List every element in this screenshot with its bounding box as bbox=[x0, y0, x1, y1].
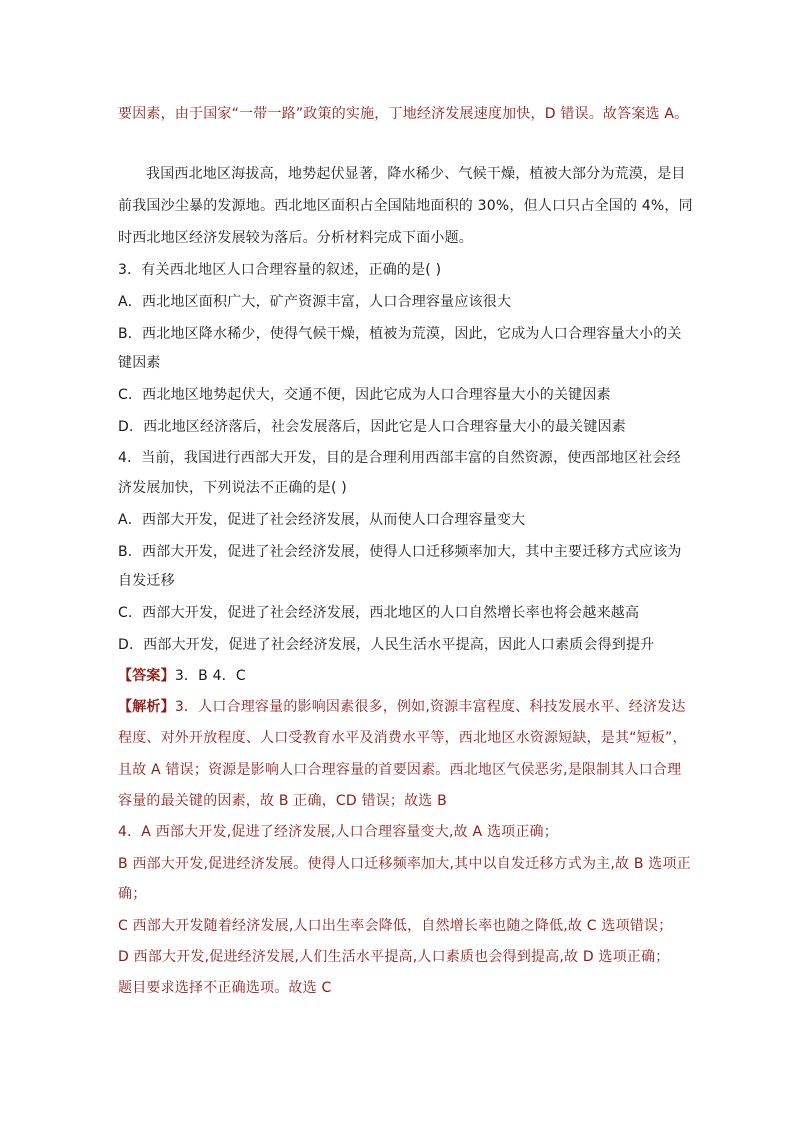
material-line-3: 时西北地区经济发展较为落后。分析材料完成下面小题。 bbox=[118, 230, 473, 246]
analysis-line-5: 4．A 西部大开发,促进了经济发展,人口合理容量变大,故 A 选项正确； bbox=[118, 824, 558, 840]
q4-option-a: A．西部大开发，促进了社会经济发展，从而使人口合理容量变大 bbox=[118, 512, 526, 528]
q4-option-c: C．西部大开发，促进了社会经济发展，西北地区的人口自然增长率也将会越来越高 bbox=[118, 605, 640, 621]
analysis-line-3: 且故 A 错误；资源是影响人口合理容量的首要因素。西北地区气侯恶劣,是限制其人口合理 bbox=[118, 762, 682, 778]
q3-option-b-cont: 键因素 bbox=[118, 355, 161, 371]
q4-stem-line-2: 济发展加快，下列说法不正确的是( ) bbox=[118, 480, 347, 496]
q3-option-a: A．西北地区面积广大，矿产资源丰富，人口合理容量应该很大 bbox=[118, 294, 512, 310]
q4-option-b-cont: 自发迁移 bbox=[118, 573, 175, 589]
q4-option-d: D．西部大开发，促进了社会经济发展，人民生活水平提高，因此人口素质会得到提升 bbox=[118, 637, 655, 653]
analysis-line-9: D 西部大开发,促进经济发展,人们生活水平提高,人口素质也会得到提高,故 D 选项正确； bbox=[118, 949, 670, 965]
analysis-line-2: 程度、对外开放程度、人口受教育水平及消费水平等，西北地区水资源短缺，是其“短板”， bbox=[118, 730, 687, 746]
q4-option-b: B．西部大开发，促进了社会经济发展，使得人口迁移频率加大，其中主要迁移方式应该为 bbox=[118, 544, 682, 560]
material-line-2: 前我国沙尘暴的发源地。西北地区面积占全国陆地面积的 30%，但人口只占全国的 4%，同 bbox=[118, 198, 693, 214]
analysis-line-4: 容量的最关键的因素，故 B 正确，CD 错误；故选 B bbox=[118, 793, 447, 809]
q3-option-c: C．西北地区地势起伏大，交通不便，因此它成为人口合理容量大小的关键因素 bbox=[118, 387, 611, 403]
analysis-line-7: 确； bbox=[118, 886, 147, 902]
analysis-line-1 bbox=[118, 697, 684, 717]
analysis-line-8: C 西部大开发随着经济发展,人口出生率会降低，自然增长率也随之降低,故 C 选项错误； bbox=[118, 918, 673, 934]
analysis-label: 【解析】 bbox=[118, 699, 175, 715]
prev-explanation-line: 要因素，由于国家“一带一路”政策的实施，丁地经济发展速度加快，D 错误。故答案选 A。 bbox=[118, 106, 689, 122]
q3-stem: 3．有关西北地区人口合理容量的叙述，正确的是( ) bbox=[118, 262, 442, 278]
answer-text: 3．B 4．C bbox=[174, 668, 246, 684]
analysis-line-6: B 西部大开发,促进经济发展。使得人口迁移频率加大,其中以自发迁移方式为主,故 B 选项正 bbox=[118, 856, 691, 872]
analysis-first-text: 3．人口合理容量的影响因素很多，例如,资源丰富程度、科技发展水平、经济发达 bbox=[174, 699, 686, 715]
q3-option-b: B．西北地区降水稀少，使得气候干燥，植被为荒漠，因此，它成为人口合理容量大小的关 bbox=[118, 326, 682, 342]
q4-stem-line-1: 4．当前，我国进行西部大开发，目的是合理利用西部丰富的自然资源，使西部地区社会经 bbox=[118, 450, 681, 466]
q3-option-d: D．西北地区经济落后，社会发展落后，因此它是人口合理容量大小的最关键因素 bbox=[118, 419, 626, 435]
material-line-1: 我国西北地区海拔高，地势起伏显著，降水稀少、气候干燥，植被大部分为荒漠，是目 bbox=[146, 166, 686, 182]
answer-label: 【答案】 bbox=[118, 668, 175, 684]
answer-line bbox=[118, 666, 684, 686]
analysis-line-10: 题目要求选择不正确选项。故选 C bbox=[118, 980, 332, 996]
